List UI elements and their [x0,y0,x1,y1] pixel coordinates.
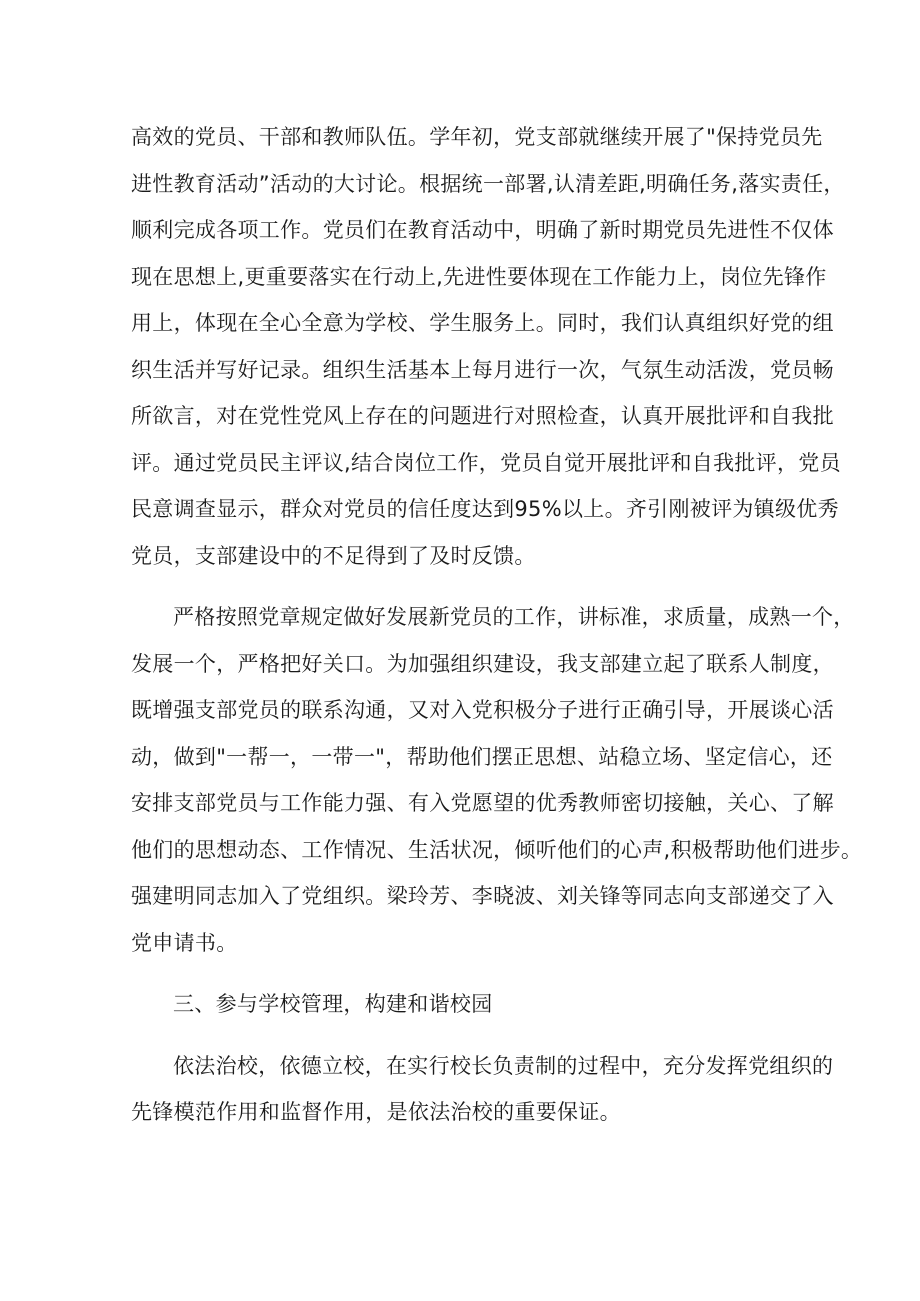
paragraph [131,114,845,579]
text-line: 他们的思想动态、工作情况、生活状况，倾听他们的心声,积极帮助他们进步。 [131,837,863,862]
text-line: 现在思想上,更重要落实在行动上,先进性要体现在工作能力上，岗位先锋作 [131,264,827,289]
paragraph-gap [131,579,811,594]
paragraph [131,594,863,966]
paragraph-gap [131,1028,811,1043]
text-line: 进性教育活动”活动的大讨论。根据统一部署,认清差距,明确任务,落实责任， [131,171,845,196]
text-line: 顺利完成各项工作。党员们在教育活动中，明确了新时期党员先进性不仅体 [131,218,834,242]
text-line: 民意调查显示，群众对党员的信任度达到95%以上。齐引刚被评为镇级优秀 [131,497,839,521]
document-body [131,114,863,1136]
text-line: 所欲言，对在党性党风上存在的问题进行对照检查，认真开展批评和自我批 [131,404,834,428]
text-line: 高效的党员、干部和教师队伍。学年初，党支部就继续开展了"保持党员先 [131,125,823,149]
text-line: 既增强支部党员的联系沟通，又对入党积极分子进行正确引导，开展谈心活 [131,698,834,722]
text-line: 强建明同志加入了党组织。梁玲芳、李晓波、刘关锋等同志向支部递交了入 [131,884,834,908]
text-line: 动，做到"一帮一，一带一"，帮助他们摆正思想、站稳立场、坚定信心，还 [131,744,833,769]
text-line: 先锋模范作用和监督作用，是依法治校的重要保证。 [131,1100,621,1124]
text-line: 发展一个，严格把好关口。为加强组织建设，我支部建立起了联系人制度， [131,651,834,676]
text-line: 党员，支部建设中的不足得到了及时反馈。 [131,543,536,568]
text-line: 严格按照党章规定做好发展新党员的工作，讲标准，求质量，成熟一个， [173,605,855,629]
text-line: 安排支部党员与工作能力强、有入党愿望的优秀教师密切接触，关心、了解 [131,791,834,815]
text-line: 依法治校，依德立校，在实行校长负责制的过程中，充分发挥党组织的 [173,1053,834,1078]
text-line: 用上，体现在全心全意为学校、学生服务上。同时，我们认真组织好党的组 [131,311,834,335]
section-heading: 三、参与学校管理，构建和谐校园 [173,992,493,1016]
text-line: 党申请书。 [131,930,238,955]
text-line: 织生活并写好记录。组织生活基本上每月进行一次，气氛生动活泼，党员畅 [131,357,834,382]
paragraph [131,1043,834,1136]
paragraph-gap [131,966,811,981]
text-line: 评。通过党员民主评议,结合岗位工作，党员自觉开展批评和自我批评，党员 [131,450,841,475]
